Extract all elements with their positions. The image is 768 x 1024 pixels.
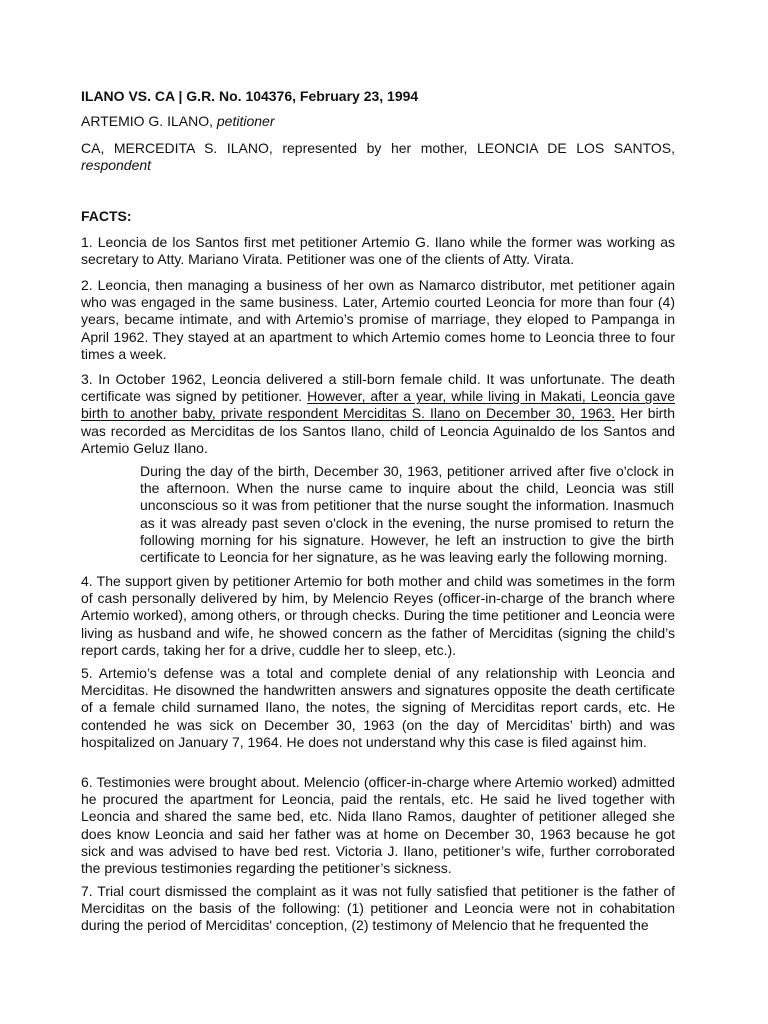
fact-paragraph-6: 6. Testimonies were brought about. Melencio (officer-in-charge where Artemio worked) admitted he procured the apartment for Leoncia, paid the rentals, etc. He said he lived together with Leoncia and shared the same bed, etc. Nida Ilano Ramos, daughter of petitioner alleged she does know Leoncia and said her father was at home on December 30, 1963 because he got sick and was advised to have bed rest. Victoria J. Ilano, petitioner’s wife, further corroborated the previous testimonies regarding the petitioner’s sickness. xyxy=(81,774,675,877)
case-title: ILANO VS. CA | G.R. No. 104376, February 23, 1994 xyxy=(81,88,419,104)
fact-paragraph-3 xyxy=(81,371,675,457)
fact-paragraph-3-end: Her birth was recorded as Merciditas de los Santos Ilano, child of Leoncia Aguinaldo de los Santos and Artemio Geluz Ilano. xyxy=(81,405,675,456)
petitioner-role: petitioner xyxy=(216,113,275,129)
respondent-name: CA, MERCEDITA S. ILANO, represented by her mother, LEONCIA DE LOS SANTOS, xyxy=(81,140,675,156)
fact-paragraph-3-start: 3. In October 1962, Leoncia delivered a still-born female child. It was unfortunate. The death certificate was signed by petitioner. xyxy=(81,371,675,405)
fact-paragraph-1: 1. Leoncia de los Santos first met petitioner Artemio G. Ilano while the former was working as secretary to Atty. Mariano Virata. Petitioner was one of the clients of Atty. Virata. xyxy=(81,234,675,268)
fact-paragraph-5: 5. Artemio’s defense was a total and complete denial of any relationship with Leoncia and Merciditas. He disowned the handwritten answers and signatures opposite the death certificate of a female child surnamed Ilano, the notes, the signing of Merciditas report cards, etc. He contended he was sick on December 30, 1963 (on the day of Merciditas’ birth) and was hospitalized on January 7, 1964. He does not understand why this case is filed against him. xyxy=(81,665,675,750)
fact-paragraph-2: 2. Leoncia, then managing a business of her own as Namarco distributor, met petitioner again who was engaged in the same business. Later, Artemio courted Leoncia for more than four (4) years, became intimate, and with Artemio’s promise of marriage, they eloped to Pampanga in April 1962. They stayed at an apartment to which Artemio comes home to Leoncia three to four times a week. xyxy=(81,277,675,362)
petitioner-name: ARTEMIO G. ILANO, xyxy=(81,113,213,129)
fact-paragraph-4: 4. The support given by petitioner Artemio for both mother and child was sometimes in the form of cash personally delivered by him, by Melencio Reyes (officer-in-charge of the branch where Artemio worked), among others, or through checks. During the time petitioner and Leoncia were living as husband and wife, he showed concern as the father of Merciditas (signing the child’s report cards, taking her for a drive, cuddle her to sleep, etc.). xyxy=(81,573,675,658)
respondent-line xyxy=(81,140,675,174)
respondent-role: respondent xyxy=(81,157,152,174)
birth-quote-block: During the day of the birth, December 30, 1963, petitioner arrived after five o'clock in the afternoon. When the nurse came to inquire about the child, Leoncia was still unconscious so it was from petitioner that the nurse sought the information. Inasmuch as it was already past seven o'clock in the evening, the nurse promised to return the following morning for his signature. However, he left an instruction to give the birth certificate to Leoncia for her signature, as he was leaving early the following morning. xyxy=(140,463,674,566)
fact-paragraph-3-underlined: However, after a year, while living in Makati, Leoncia gave birth to another baby, private respondent Merciditas S. Ilano on December 30, 1963. xyxy=(81,388,675,422)
petitioner-line xyxy=(81,113,675,130)
facts-heading: FACTS: xyxy=(81,208,132,224)
fact-paragraph-7: 7. Trial court dismissed the complaint as it was not fully satisfied that petitioner is the father of Merciditas on the basis of the following: (1) petitioner and Leoncia were not in cohabitation during the period of Merciditas' conception, (2) testimony of Melencio that he frequented the xyxy=(81,883,675,934)
